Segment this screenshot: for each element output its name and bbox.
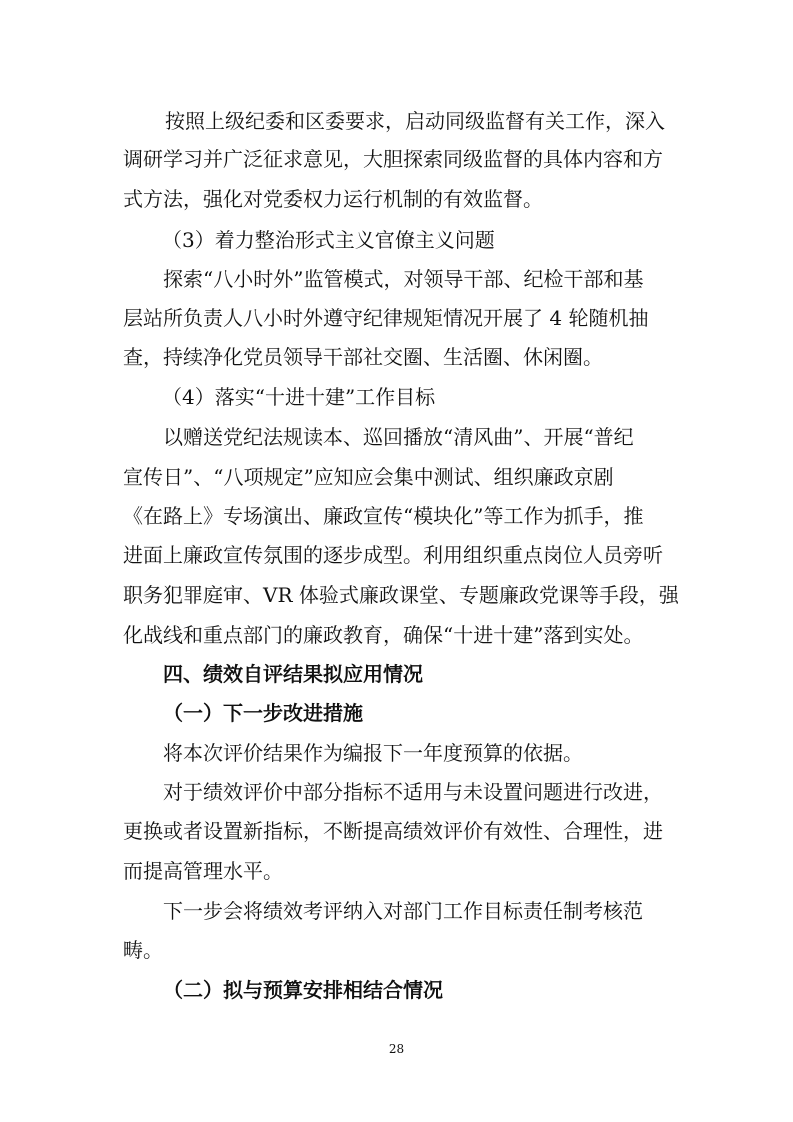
- paragraph-line: 按照上级纪委和区委要求，启动同级监督有关工作，深入: [165, 109, 665, 133]
- paragraph-line: 职务犯罪庭审、VR 体验式廉政课堂、专题廉政党课等手段，强: [123, 583, 679, 607]
- subsection-two-title: （二）拟与预算安排相结合情况: [163, 978, 443, 1002]
- item-heading: （3）着力整治形式主义官僚主义问题: [162, 228, 495, 252]
- paragraph-line: 对于绩效评价中部分指标不适用与未设置问题进行改进，: [163, 780, 663, 804]
- paragraph-line: 将本次评价结果作为编报下一年度预算的依据。: [163, 741, 583, 765]
- section-four-title: 四、绩效自评结果拟应用情况: [163, 662, 423, 686]
- paragraph-line: 以赠送党纪法规读本、巡回播放“清风曲”、开展“普纪: [163, 425, 634, 449]
- paragraph-line: 调研学习并广泛征求意见，大胆探索同级监督的具体内容和方: [123, 147, 663, 171]
- paragraph-line: 更换或者设置新指标，不断提高绩效评价有效性、合理性，进: [123, 819, 663, 843]
- paragraph-line: 畴。: [123, 938, 163, 962]
- paragraph-line: 探索“八小时外”监管模式，对领导干部、纪检干部和基: [163, 267, 644, 291]
- paragraph-line: 而提高管理水平。: [123, 859, 283, 883]
- paragraph-line: 进面上廉政宣传氛围的逐步成型。利用组织重点岗位人员旁听: [123, 543, 663, 567]
- item-heading: （4）落实“十进十建”工作目标: [162, 385, 436, 409]
- paragraph-line: 下一步会将绩效考评纳入对部门工作目标责任制考核范: [163, 899, 643, 923]
- paragraph-line: 《在路上》专场演出、廉政宣传“模块化”等工作为抓手，推: [123, 504, 644, 528]
- paragraph-line: 查，持续净化党员领导干部社交圈、生活圈、休闲圈。: [123, 345, 603, 369]
- paragraph-line: 宣传日”、“八项规定”应知应会集中测试、组织廉政京剧: [123, 465, 614, 489]
- paragraph-line: 式方法，强化对党委权力运行机制的有效监督。: [123, 187, 543, 211]
- subsection-one-title: （一）下一步改进措施: [163, 701, 363, 725]
- paragraph-line: 化战线和重点部门的廉政教育，确保“十进十建”落到实处。: [123, 623, 644, 647]
- page-number: 28: [388, 1042, 405, 1056]
- paragraph-line: 层站所负责人八小时外遵守纪律规矩情况开展了 4 轮随机抽: [123, 306, 649, 330]
